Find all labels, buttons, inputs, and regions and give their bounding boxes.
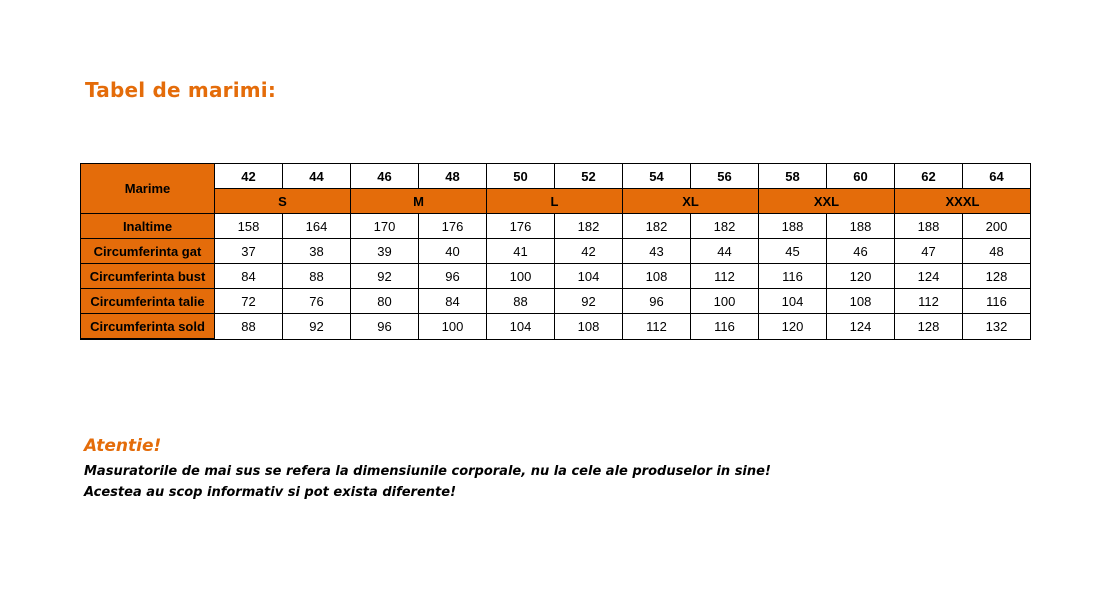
measurement-cell: 72 (215, 289, 283, 314)
measurement-cell: 120 (759, 314, 827, 340)
size-number-cell: 50 (487, 164, 555, 189)
measurement-cell: 116 (759, 264, 827, 289)
measurement-cell: 47 (895, 239, 963, 264)
row-label: Circumferinta gat (81, 239, 215, 264)
measurement-cell: 158 (215, 214, 283, 239)
measurement-row (81, 239, 1031, 264)
measurement-cell: 182 (623, 214, 691, 239)
measurement-cell: 104 (759, 289, 827, 314)
attention-note-line: Masuratorile de mai sus se refera la dimensiunile corporale, nu la cele ale produselor in sine! (84, 464, 771, 479)
size-table (80, 163, 1031, 340)
row-label: Circumferinta talie (81, 289, 215, 314)
measurement-cell: 48 (963, 239, 1031, 264)
measurement-row (81, 214, 1031, 239)
size-number-cell: 64 (963, 164, 1031, 189)
measurement-cell: 92 (351, 264, 419, 289)
measurement-cell: 188 (759, 214, 827, 239)
measurement-cell: 188 (827, 214, 895, 239)
measurement-cell: 108 (827, 289, 895, 314)
size-label-cell: XXL (759, 189, 895, 214)
size-number-cell: 46 (351, 164, 419, 189)
measurement-cell: 44 (691, 239, 759, 264)
measurement-cell: 100 (487, 264, 555, 289)
measurement-cell: 92 (283, 314, 351, 340)
measurement-cell: 96 (351, 314, 419, 340)
measurement-cell: 164 (283, 214, 351, 239)
measurement-cell: 116 (963, 289, 1031, 314)
measurement-cell: 100 (419, 314, 487, 340)
measurement-cell: 88 (487, 289, 555, 314)
measurement-cell: 45 (759, 239, 827, 264)
measurement-cell: 37 (215, 239, 283, 264)
measurement-cell: 128 (963, 264, 1031, 289)
corner-label: Marime (81, 164, 215, 214)
measurement-cell: 112 (623, 314, 691, 340)
measurement-row (81, 264, 1031, 289)
measurement-cell: 176 (419, 214, 487, 239)
measurement-cell: 88 (215, 314, 283, 340)
measurement-row (81, 314, 1031, 340)
size-label-cell: M (351, 189, 487, 214)
measurement-cell: 96 (623, 289, 691, 314)
measurement-cell: 46 (827, 239, 895, 264)
row-label: Circumferinta sold (81, 314, 215, 340)
measurement-cell: 188 (895, 214, 963, 239)
measurement-cell: 112 (895, 289, 963, 314)
measurement-cell: 42 (555, 239, 623, 264)
size-number-cell: 48 (419, 164, 487, 189)
measurement-cell: 38 (283, 239, 351, 264)
size-number-cell: 54 (623, 164, 691, 189)
size-number-cell: 52 (555, 164, 623, 189)
measurement-cell: 84 (215, 264, 283, 289)
measurement-cell: 108 (623, 264, 691, 289)
measurement-cell: 132 (963, 314, 1031, 340)
sizes-row (81, 189, 1031, 214)
row-label: Inaltime (81, 214, 215, 239)
size-label-cell: S (215, 189, 351, 214)
measurement-cell: 76 (283, 289, 351, 314)
size-label-cell: L (487, 189, 623, 214)
measurement-cell: 100 (691, 289, 759, 314)
measurement-cell: 112 (691, 264, 759, 289)
measurement-cell: 182 (555, 214, 623, 239)
numbers-row (81, 164, 1031, 189)
measurement-cell: 108 (555, 314, 623, 340)
measurement-cell: 124 (895, 264, 963, 289)
size-number-cell: 56 (691, 164, 759, 189)
measurement-cell: 182 (691, 214, 759, 239)
measurement-cell: 88 (283, 264, 351, 289)
measurement-cell: 104 (487, 314, 555, 340)
measurement-cell: 124 (827, 314, 895, 340)
measurement-cell: 43 (623, 239, 691, 264)
measurement-cell: 170 (351, 214, 419, 239)
size-label-cell: XXXL (895, 189, 1031, 214)
measurement-cell: 128 (895, 314, 963, 340)
measurement-cell: 92 (555, 289, 623, 314)
attention-heading: Atentie! (84, 436, 162, 456)
size-number-cell: 62 (895, 164, 963, 189)
measurement-cell: 104 (555, 264, 623, 289)
measurement-cell: 96 (419, 264, 487, 289)
measurement-cell: 39 (351, 239, 419, 264)
measurement-cell: 116 (691, 314, 759, 340)
measurement-row (81, 289, 1031, 314)
measurement-cell: 200 (963, 214, 1031, 239)
measurement-cell: 120 (827, 264, 895, 289)
size-number-cell: 42 (215, 164, 283, 189)
size-number-cell: 44 (283, 164, 351, 189)
measurement-cell: 84 (419, 289, 487, 314)
measurement-cell: 80 (351, 289, 419, 314)
measurement-cell: 176 (487, 214, 555, 239)
size-number-cell: 58 (759, 164, 827, 189)
size-number-cell: 60 (827, 164, 895, 189)
size-label-cell: XL (623, 189, 759, 214)
attention-note-line: Acestea au scop informativ si pot exista diferente! (84, 485, 456, 500)
page-title: Tabel de marimi: (85, 78, 277, 102)
measurement-cell: 40 (419, 239, 487, 264)
row-label: Circumferinta bust (81, 264, 215, 289)
measurement-cell: 41 (487, 239, 555, 264)
